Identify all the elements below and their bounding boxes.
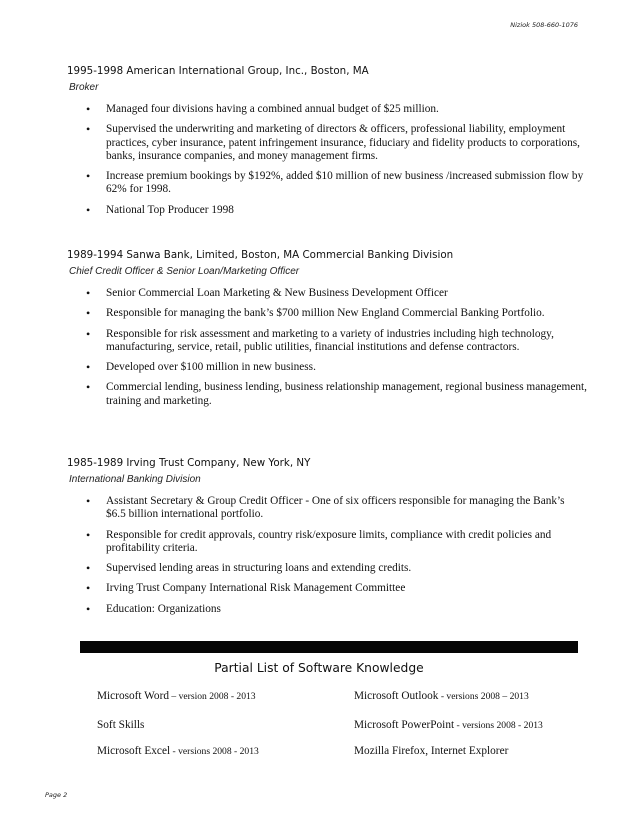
bullet-item: • Commercial lending, business lending, business relationship management, regional business management, training and marketing. bbox=[67, 381, 587, 408]
bullet-item: • Education: Organizations bbox=[67, 603, 587, 616]
software-version: - versions 2008 – 2013 bbox=[438, 691, 529, 702]
software-name: Microsoft PowerPoint bbox=[354, 719, 455, 731]
software-name: Mozilla Firefox, Internet Explorer bbox=[354, 745, 509, 757]
software-version: - versions 2008 - 2013 bbox=[170, 746, 259, 757]
job-entry-aig bbox=[67, 65, 587, 224]
software-version: – version 2008 - 2013 bbox=[169, 691, 256, 702]
software-name: Microsoft Excel bbox=[97, 745, 171, 757]
job-bullets bbox=[67, 103, 587, 217]
software-name: Microsoft Outlook bbox=[354, 690, 439, 702]
job-title: 1985-1989 Irving Trust Company, New York, NY bbox=[67, 457, 311, 469]
bullet-item: • Responsible for credit approvals, country risk/exposure limits, compliance with credit policies and profitability criteria. bbox=[67, 529, 587, 556]
bullet-item: • Managed four divisions having a combined annual budget of $25 million. bbox=[67, 103, 587, 116]
bullet-item: • National Top Producer 1998 bbox=[67, 204, 587, 217]
bullet-item: • Supervised lending areas in structuring loans and extending credits. bbox=[67, 562, 587, 575]
job-entry-sanwa bbox=[67, 249, 587, 415]
bullet-item: • Developed over $100 million in new business. bbox=[67, 361, 587, 374]
bullet-item: • Increase premium bookings by $192%, added $10 million of new business /increased submission flow by 62% for 1998. bbox=[67, 170, 587, 197]
bullet-item: • Assistant Secretary & Group Credit Officer - One of six officers responsible for managing the Bank’s $6.5 billion international portfolio. bbox=[67, 495, 587, 522]
bullet-item: • Irving Trust Company International Risk Management Committee bbox=[67, 582, 587, 595]
job-bullets bbox=[67, 287, 587, 408]
job-title: 1995-1998 American International Group, Inc., Boston, MA bbox=[67, 65, 369, 77]
software-item bbox=[354, 745, 508, 757]
job-role: Chief Credit Officer & Senior Loan/Marketing Officer bbox=[69, 266, 300, 277]
section-divider bbox=[80, 641, 578, 653]
header-contact: Niziok 508-660-1076 bbox=[510, 21, 578, 29]
software-item bbox=[97, 719, 144, 731]
job-role: International Banking Division bbox=[69, 474, 201, 485]
job-role: Broker bbox=[69, 82, 99, 93]
job-entry-irving bbox=[67, 457, 587, 623]
software-item bbox=[97, 745, 259, 757]
page-number: Page 2 bbox=[45, 791, 68, 799]
job-title: 1989-1994 Sanwa Bank, Limited, Boston, MA Commercial Banking Division bbox=[67, 249, 454, 261]
software-name: Soft Skills bbox=[97, 719, 145, 731]
software-item bbox=[97, 690, 256, 702]
software-version: - versions 2008 - 2013 bbox=[454, 720, 543, 731]
bullet-item: • Senior Commercial Loan Marketing & New Business Development Officer bbox=[67, 287, 587, 300]
software-section-title: Partial List of Software Knowledge bbox=[214, 661, 424, 675]
job-bullets bbox=[67, 495, 587, 616]
bullet-item: • Supervised the underwriting and marketing of directors & officers, professional liability, employment practices, cyber insurance, patent infringement insurance, fiduciary and fidelity products to corporations, banks, insurance companies, and money management firms. bbox=[67, 123, 587, 163]
software-item bbox=[354, 719, 543, 731]
bullet-item: • Responsible for risk assessment and marketing to a variety of industries including high technology, manufacturing, service, retail, public utilities, financial institutions and defense contractors. bbox=[67, 328, 587, 355]
software-name: Microsoft Word bbox=[97, 690, 169, 702]
software-item bbox=[354, 690, 529, 702]
bullet-item: • Responsible for managing the bank’s $700 million New England Commercial Banking Portfolio. bbox=[67, 307, 587, 320]
